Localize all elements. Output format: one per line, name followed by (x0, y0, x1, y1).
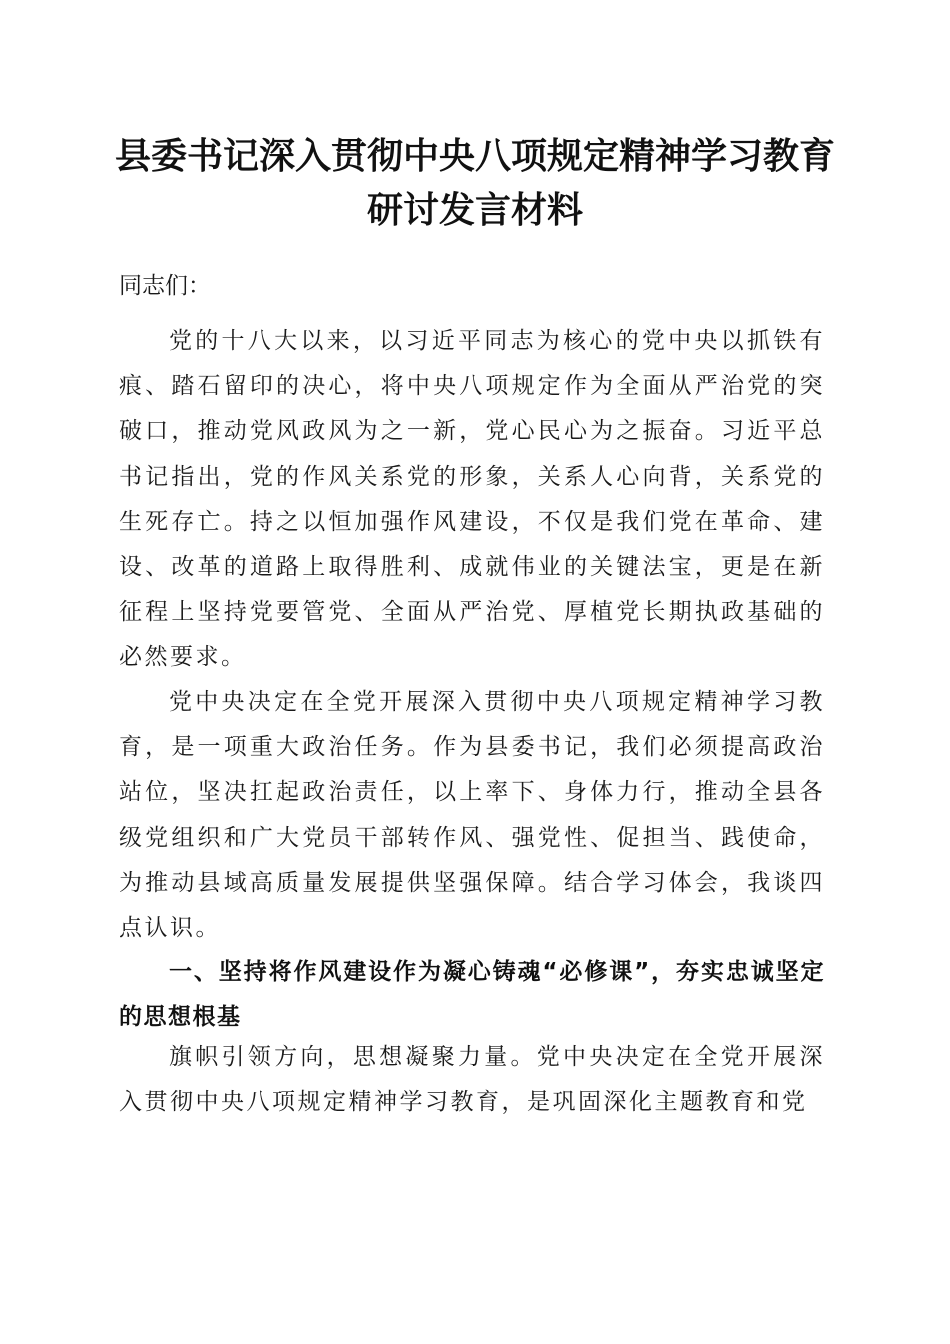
section-heading: 一、坚持将作风建设作为凝心铸魂“必修课”，夯实忠诚坚定的思想根基 (119, 959, 825, 1030)
document-title-line-1: 县委书记深入贯彻中央八项规定精神学习教育 (114, 135, 835, 177)
salutation: 同志们： (119, 273, 211, 299)
body-paragraph: 党的十八大以来，以习近平同志为核心的党中央以抓铁有痕、踏石留印的决心，将中央八项规定作为全面从严治党的突破口，推动党风政风为之一新，党心民心为之振奋。习近平总书记指出，党的作风关系党的形象，关系人心向背，关系党的生死存亡。持之以恒加强作风建设，不仅是我们党在革命、建设、改革的道路上取得胜利、成就伟业的关键法宝，更是在新征程上坚持党要管党、全面从严治党、厚植党长期执政基础的必然要求。 (119, 328, 825, 671)
section-paragraph: 旗帜引领方向，思想凝聚力量。党中央决定在全党开展深入贯彻中央八项规定精神学习教育，是巩固深化主题教育和党 (119, 1044, 825, 1116)
body-paragraph: 党中央决定在全党开展深入贯彻中央八项规定精神学习教育，是一项重大政治任务。作为县委书记，我们必须提高政治站位，坚决扛起政治责任，以上率下、身体力行，推动全县各级党组织和广大党员干部转作风、强党性、促担当、践使命，为推动县域高质量发展提供坚强保障。结合学习体会，我谈四点认识。 (119, 689, 825, 942)
document-title-line-2: 研讨发言材料 (366, 189, 583, 231)
